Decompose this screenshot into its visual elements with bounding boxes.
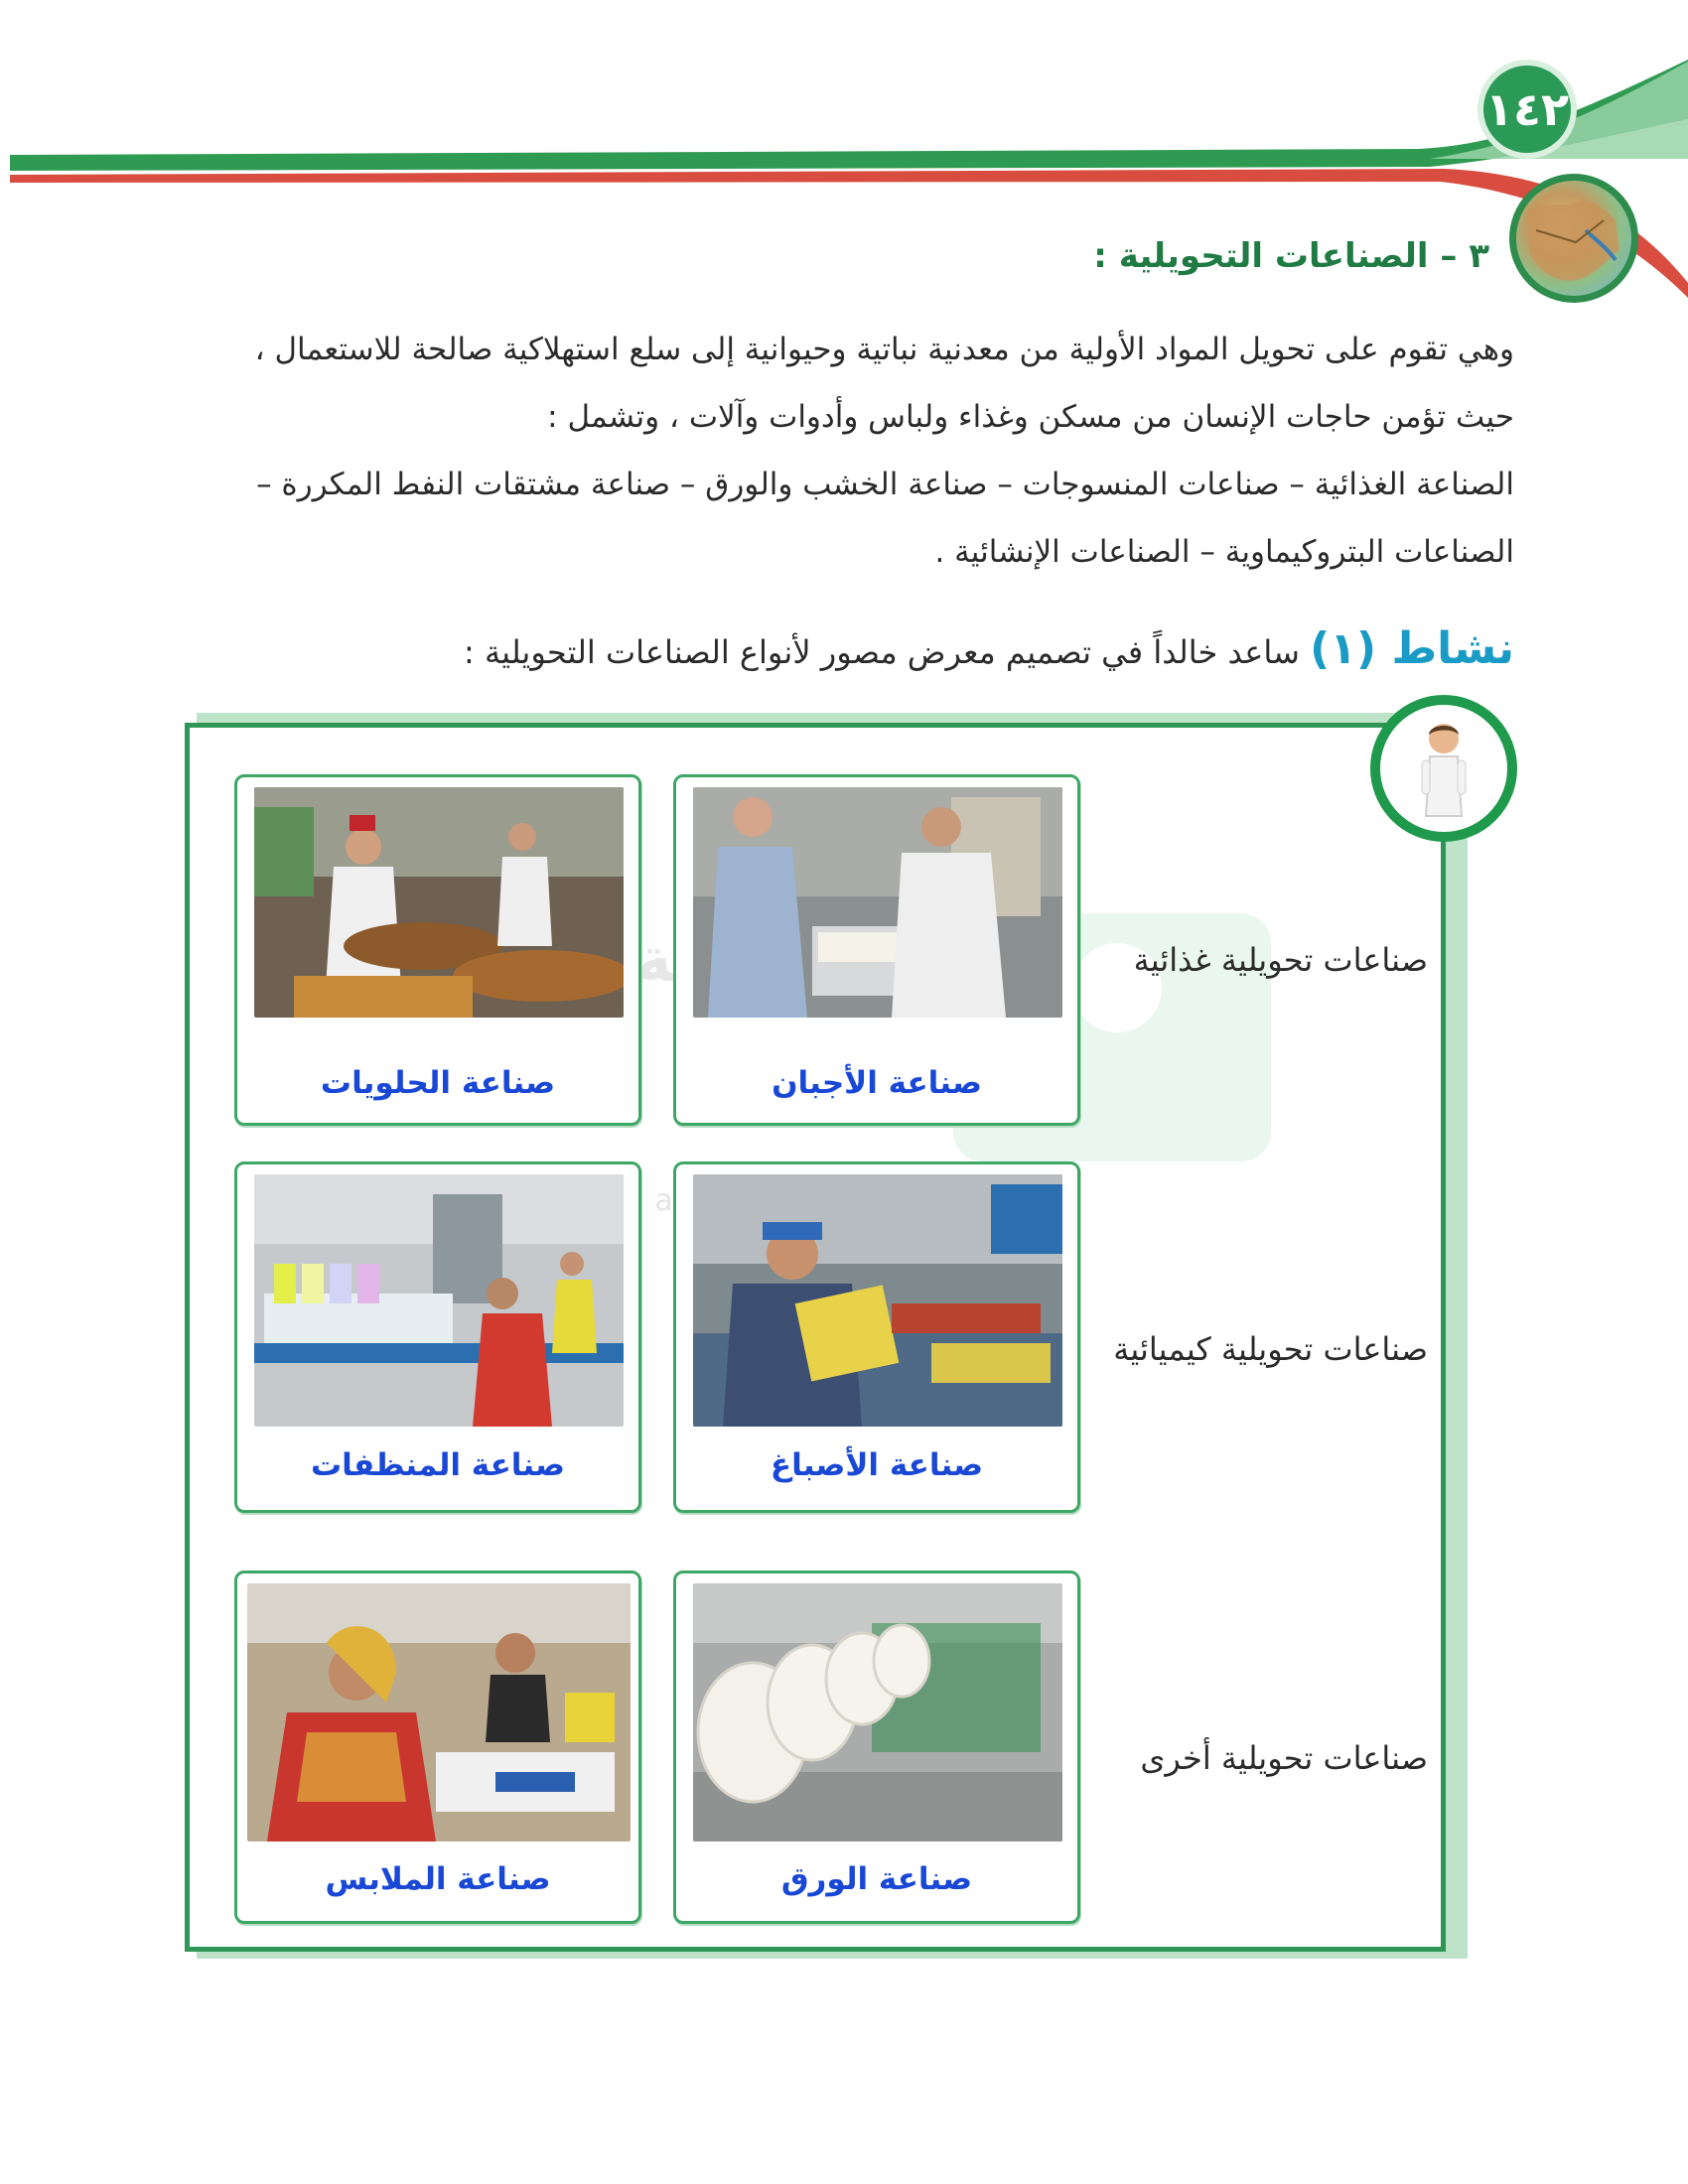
paint-factory-photo	[693, 1174, 1062, 1427]
card-caption: صناعة الورق	[780, 1861, 973, 1897]
activity-instruction: ساعد خالداً في تصميم معرض مصور لأنواع الصناعات التحويلية :	[464, 633, 1300, 671]
page-number: ١٤٢	[1484, 82, 1570, 136]
card-clothes	[234, 1570, 641, 1924]
paragraph-line: الصناعات البتروكيماوية – الصناعات الإنشائية .	[934, 534, 1514, 570]
activity-tag: نشاط (١)	[1310, 623, 1514, 674]
sweets-shop-photo	[254, 787, 624, 1018]
card-caption: صناعة المنظفات	[310, 1447, 566, 1483]
card-caption: صناعة الحلويات	[320, 1065, 556, 1101]
student-avatar	[1370, 695, 1517, 842]
boy-icon	[1380, 705, 1507, 832]
paper-mill-photo	[693, 1583, 1062, 1842]
page-number-badge	[1477, 60, 1577, 159]
card-caption: صناعة الأجبان	[772, 1065, 982, 1101]
cheese-factory-photo	[693, 787, 1062, 1018]
card-caption: صناعة الملابس	[325, 1861, 551, 1897]
paragraph-line: حيث تؤمن حاجات الإنسان من مسكن وغذاء ولباس وأدوات وآلات ، وتشمل :	[547, 399, 1514, 435]
map-icon	[1516, 181, 1631, 296]
row-label-other: صناعات تحويلية أخرى	[1140, 1739, 1428, 1777]
garment-factory-photo	[247, 1583, 631, 1842]
intro-paragraph	[164, 316, 1514, 586]
paragraph-line: وهي تقوم على تحويل المواد الأولية من معدنية نباتية وحيوانية إلى سلع استهلاكية صالحة للاستعمال ،	[254, 332, 1514, 367]
card-paper	[673, 1570, 1080, 1924]
card-paint	[673, 1161, 1080, 1513]
row-label-food: صناعات تحويلية غذائية	[1133, 941, 1428, 979]
section-title: ٣ – الصناعات التحويلية :	[1093, 236, 1489, 276]
card-detergent	[234, 1161, 641, 1513]
row-label-chemical: صناعات تحويلية كيميائية	[1113, 1330, 1428, 1368]
paragraph-line: الصناعة الغذائية – صناعات المنسوجات – صناعة الخشب والورق – صناعة مشتقات النفط المكررة –	[256, 467, 1514, 502]
detergent-factory-photo	[254, 1174, 624, 1427]
card-sweets	[234, 774, 641, 1126]
map-thumbnail	[1509, 174, 1638, 303]
activity-heading	[464, 623, 1514, 674]
card-cheese	[673, 774, 1080, 1126]
card-caption: صناعة الأصباغ	[770, 1447, 984, 1483]
